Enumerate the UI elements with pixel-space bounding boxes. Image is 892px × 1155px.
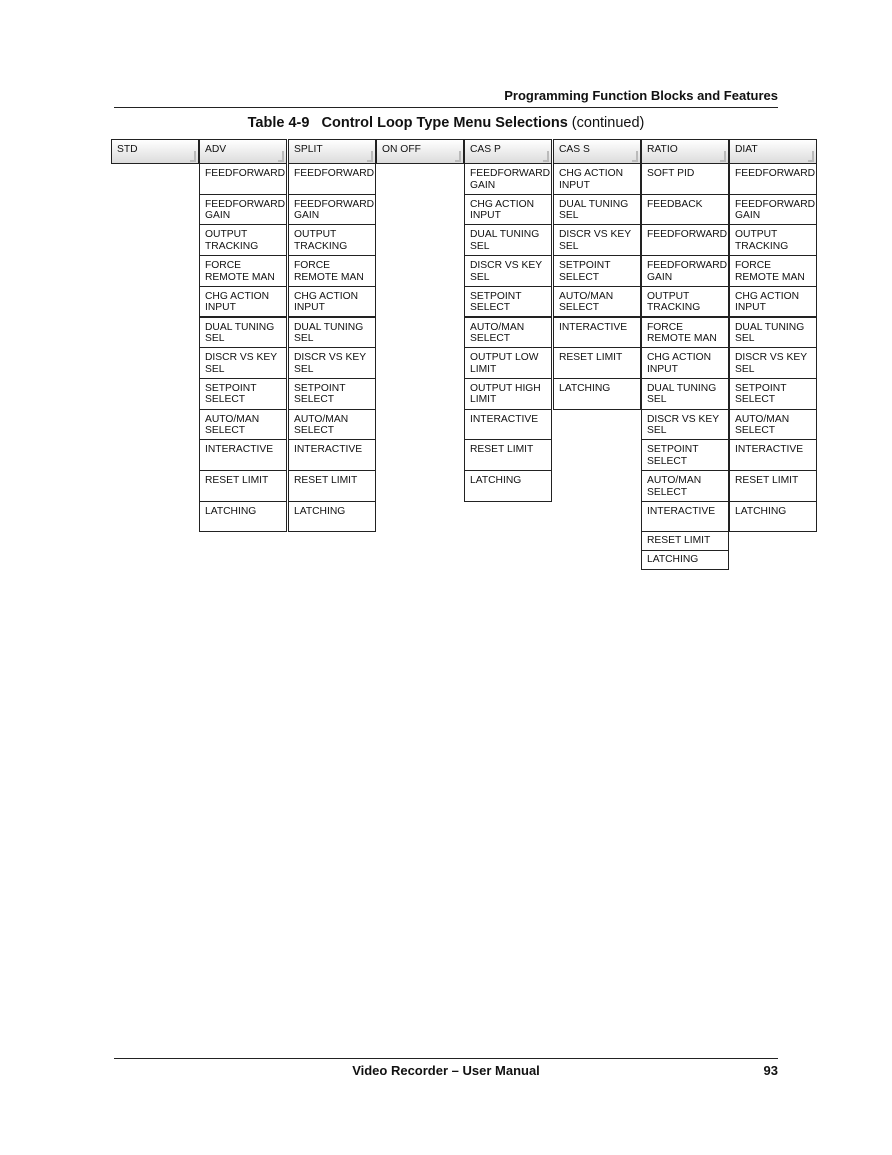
table-name: Control Loop Type Menu Selections	[321, 115, 568, 131]
menu-item: CHG ACTION INPUT	[641, 347, 729, 379]
menu-item: INTERACTIVE	[199, 439, 287, 471]
running-header: Programming Function Blocks and Features	[504, 88, 778, 103]
header-rule	[114, 107, 778, 108]
menu-item: FEEDFORWARD	[288, 163, 376, 195]
menu-item: SETPOINT SELECT	[288, 378, 376, 410]
page-number: 93	[763, 1063, 778, 1078]
menu-item: LATCHING	[729, 501, 817, 533]
menu-item: FEEDFORWARD	[199, 163, 287, 195]
menu-item: LATCHING	[641, 550, 729, 570]
header-tab-corner	[367, 151, 373, 162]
menu-item: DISCR VS KEY SEL	[288, 347, 376, 379]
menu-item: OUTPUT TRACKING	[641, 286, 729, 318]
menu-item: CHG ACTION INPUT	[288, 286, 376, 318]
menu-item: DISCR VS KEY SEL	[464, 255, 552, 287]
header-tab-corner	[632, 151, 638, 162]
table-number: Table 4-9	[247, 115, 310, 131]
menu-item: FORCE REMOTE MAN	[199, 255, 287, 287]
header-tab-corner	[808, 151, 814, 162]
menu-item: INTERACTIVE	[553, 317, 641, 349]
column-header: RATIO	[641, 139, 729, 164]
column-header: DIAT	[729, 139, 817, 164]
menu-item: DUAL TUNING SEL	[729, 317, 817, 349]
menu-item: FEEDFORWARD GAIN	[729, 194, 817, 226]
menu-item: OUTPUT TRACKING	[199, 224, 287, 256]
menu-item: SOFT PID	[641, 163, 729, 195]
menu-item: DISCR VS KEY SEL	[729, 347, 817, 379]
menu-item: SETPOINT SELECT	[641, 439, 729, 471]
menu-item: FEEDFORWARD GAIN	[641, 255, 729, 287]
menu-item: FEEDFORWARD GAIN	[288, 194, 376, 226]
menu-item: RESET LIMIT	[288, 470, 376, 502]
column-header: CAS P	[464, 139, 552, 164]
menu-item: FEEDFORWARD	[729, 163, 817, 195]
menu-item: AUTO/MAN SELECT	[464, 317, 552, 349]
menu-item: AUTO/MAN SELECT	[199, 409, 287, 441]
menu-item: DUAL TUNING SEL	[464, 224, 552, 256]
column-header: ADV	[199, 139, 287, 164]
menu-item: LATCHING	[288, 501, 376, 533]
menu-item: SETPOINT SELECT	[729, 378, 817, 410]
header-tab-corner	[543, 151, 549, 162]
menu-item: DUAL TUNING SEL	[553, 194, 641, 226]
menu-item: INTERACTIVE	[729, 439, 817, 471]
header-tab-corner	[278, 151, 284, 162]
menu-item: RESET LIMIT	[199, 470, 287, 502]
header-tab-corner	[455, 151, 461, 162]
header-tab-corner	[190, 151, 196, 162]
menu-item: CHG ACTION INPUT	[729, 286, 817, 318]
menu-item: DUAL TUNING SEL	[641, 378, 729, 410]
menu-item: FEEDBACK	[641, 194, 729, 226]
menu-item: INTERACTIVE	[464, 409, 552, 441]
menu-item: DISCR VS KEY SEL	[553, 224, 641, 256]
menu-item: CHG ACTION INPUT	[553, 163, 641, 195]
menu-item: FORCE REMOTE MAN	[288, 255, 376, 287]
menu-item: OUTPUT LOW LIMIT	[464, 347, 552, 379]
header-tab-corner	[720, 151, 726, 162]
menu-item: RESET LIMIT	[464, 439, 552, 471]
menu-item: LATCHING	[199, 501, 287, 533]
menu-item: DISCR VS KEY SEL	[641, 409, 729, 441]
table-suffix: (continued)	[571, 115, 645, 131]
footer-title: Video Recorder – User Manual	[352, 1063, 540, 1078]
menu-item: AUTO/MAN SELECT	[288, 409, 376, 441]
menu-item: RESET LIMIT	[641, 531, 729, 551]
menu-item: SETPOINT SELECT	[553, 255, 641, 287]
menu-item: DISCR VS KEY SEL	[199, 347, 287, 379]
menu-item: LATCHING	[553, 378, 641, 410]
footer-rule	[114, 1058, 778, 1059]
menu-item: INTERACTIVE	[641, 501, 729, 533]
menu-item: CHG ACTION INPUT	[464, 194, 552, 226]
menu-item: FEEDFORWARD GAIN	[199, 194, 287, 226]
menu-item: FEEDFORWARD GAIN	[464, 163, 552, 195]
column-header: STD	[111, 139, 199, 164]
menu-item: OUTPUT TRACKING	[729, 224, 817, 256]
column-header: ON OFF	[376, 139, 464, 164]
menu-item: AUTO/MAN SELECT	[553, 286, 641, 318]
menu-item: OUTPUT HIGH LIMIT	[464, 378, 552, 410]
table-title	[0, 115, 892, 131]
column-header: CAS S	[553, 139, 641, 164]
menu-selection-table	[111, 139, 818, 569]
menu-item: LATCHING	[464, 470, 552, 502]
menu-item: DUAL TUNING SEL	[288, 317, 376, 349]
menu-item: RESET LIMIT	[553, 347, 641, 379]
menu-item: INTERACTIVE	[288, 439, 376, 471]
menu-item: SETPOINT SELECT	[199, 378, 287, 410]
menu-item: CHG ACTION INPUT	[199, 286, 287, 318]
menu-item: OUTPUT TRACKING	[288, 224, 376, 256]
menu-item: FORCE REMOTE MAN	[641, 317, 729, 349]
menu-item: AUTO/MAN SELECT	[729, 409, 817, 441]
menu-item: SETPOINT SELECT	[464, 286, 552, 318]
menu-item: DUAL TUNING SEL	[199, 317, 287, 349]
column-header: SPLIT	[288, 139, 376, 164]
menu-item: RESET LIMIT	[729, 470, 817, 502]
menu-item: AUTO/MAN SELECT	[641, 470, 729, 502]
menu-item: FORCE REMOTE MAN	[729, 255, 817, 287]
menu-item: FEEDFORWARD	[641, 224, 729, 256]
